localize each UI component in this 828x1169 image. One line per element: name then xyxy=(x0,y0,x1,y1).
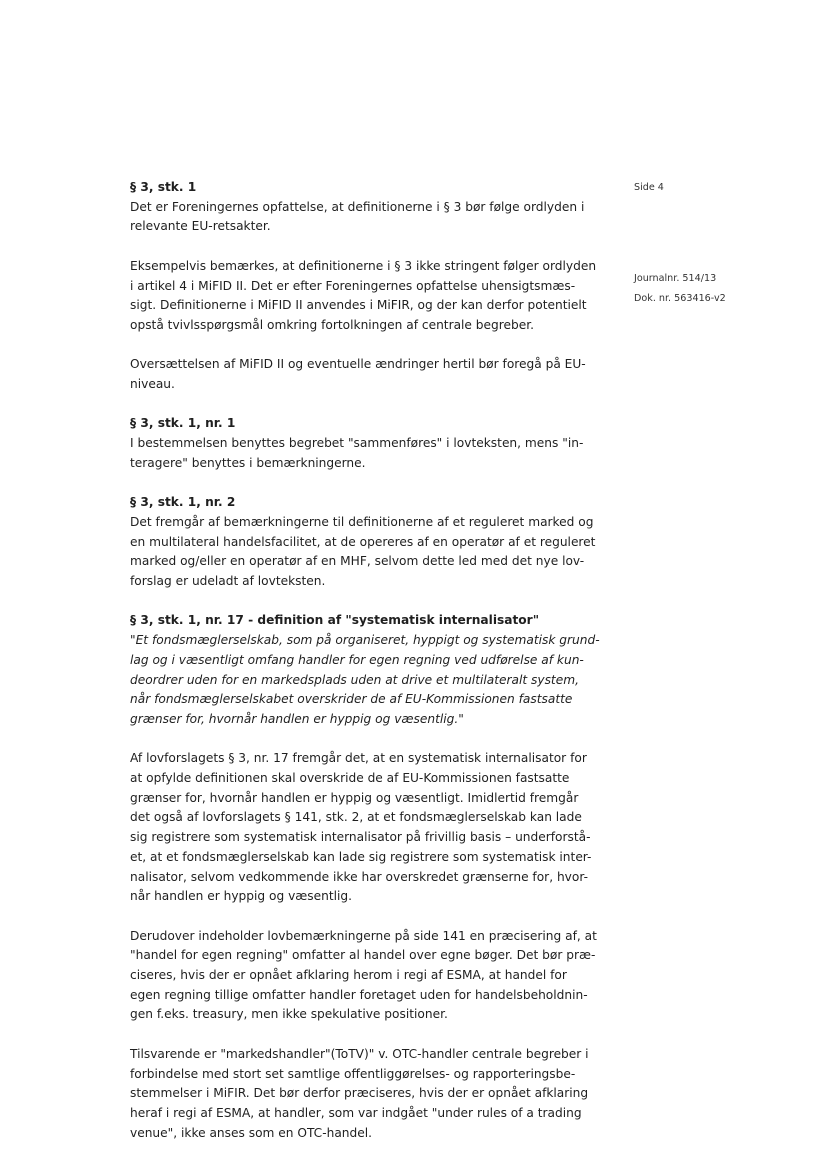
quote-line: lag og i væsentligt omfang handler for egen regning ved udførelse af kun- xyxy=(130,652,584,667)
text-line: teragere" benyttes i bemærkningerne. xyxy=(130,455,366,470)
text-line: det også af lovforslagets § 141, stk. 2, at et fondsmæglerselskab kan lade xyxy=(130,810,582,825)
text-line: I bestemmelsen benyttes begrebet "sammenføres" i lovteksten, mens "in- xyxy=(130,436,584,451)
text-line: Det er Foreningernes opfattelse, at definitionerne i § 3 bør følge ordlyden i xyxy=(130,199,585,214)
text-line: venue", ikke anses som en OTC-handel. xyxy=(130,1125,373,1140)
text-line: heraf i regi af ESMA, at handler, som var indgået "under rules of a trading xyxy=(130,1105,582,1120)
text-line: sigt. Definitionerne i MiFID II anvendes i MiFIR, og der kan derfor potentielt xyxy=(130,298,587,313)
text-line: Oversættelsen af MiFID II og eventuelle ændringer hertil bør foregå på EU- xyxy=(130,357,586,372)
text-line: i artikel 4 i MiFID II. Det er efter Foreningernes opfattelse uhensigtsmæs- xyxy=(130,278,576,293)
section-heading: § 3, stk. 1 xyxy=(130,180,197,194)
text-line: forbindelse med stort set samtlige offentliggørelses- og rapporteringsbe- xyxy=(130,1066,576,1081)
text-line: når handlen er hyppig og væsentlig. xyxy=(130,889,352,904)
quote-line: "Et fondsmæglerselskab, som på organiseret, hyppigt og systematisk grund- xyxy=(130,633,600,648)
text-line: relevante EU-retsakter. xyxy=(130,219,271,234)
text-line: egen regning tillige omfatter handler foretaget uden for handelsbeholdnin- xyxy=(130,987,588,1002)
quote-line: deordrer uden for en markedsplads uden at drive et multilateralt system, xyxy=(130,672,579,687)
text-line: Det fremgår af bemærkningerne til definitionerne af et reguleret marked og xyxy=(130,514,594,529)
section-heading: § 3, stk. 1, nr. 17 - definition af "systematisk internalisator" xyxy=(130,613,540,628)
document-number: Dok. nr. 563416-v2 xyxy=(634,293,726,304)
text-line: marked og/eller en operatør af en MHF, selvom dette led med det nye lov- xyxy=(130,554,585,569)
text-line: gen f.eks. treasury, men ikke spekulative positioner. xyxy=(130,1007,448,1022)
text-line: et, at et fondsmæglerselskab kan lade sig registrere som systematisk inter- xyxy=(130,849,592,864)
journal-number: Journalnr. 514/13 xyxy=(634,273,717,284)
page-number: Side 4 xyxy=(634,182,664,193)
text-line: at opfylde definitionen skal overskride de af EU-Kommissionen fastsatte xyxy=(130,771,570,785)
text-line: nalisator, selvom vedkommende ikke har overskredet grænserne for, hvor- xyxy=(130,869,588,884)
section-heading: § 3, stk. 1, nr. 2 xyxy=(130,495,236,510)
text-line: forslag er udeladt af lovteksten. xyxy=(130,574,326,588)
section-heading: § 3, stk. 1, nr. 1 xyxy=(130,416,236,431)
text-line: Af lovforslagets § 3, nr. 17 fremgår det, at en systematisk internalisator for xyxy=(130,751,587,766)
text-line: ciseres, hvis der er opnået afklaring herom i regi af ESMA, at handel for xyxy=(130,968,567,983)
text-line: Derudover indeholder lovbemærkningerne på side 141 en præcisering af, at xyxy=(130,928,597,943)
text-line: Eksempelvis bemærkes, at definitionerne i § 3 ikke stringent følger ordlyden xyxy=(130,258,597,273)
text-line: "handel for egen regning" omfatter al handel over egne bøger. Det bør præ- xyxy=(130,948,596,963)
text-line: grænser for, hvornår handlen er hyppig og væsentligt. Imidlertid fremgår xyxy=(130,790,579,805)
text-line: stemmelser i MiFIR. Det bør derfor præciseres, hvis der er opnået afklaring xyxy=(130,1086,589,1101)
text-line: niveau. xyxy=(130,377,175,391)
text-line: opstå tvivlsspørgsmål omkring fortolkningen af centrale begreber. xyxy=(130,317,535,332)
quote-line: når fondsmæglerselskabet overskrider de af EU-Kommissionen fastsatte xyxy=(130,692,573,707)
text-line: sig registrere som systematisk internalisator på frivillig basis – underforstå- xyxy=(130,830,591,845)
quote-line: grænser for, hvornår handlen er hyppig og væsentlig." xyxy=(130,711,464,726)
text-line: Tilsvarende er "markedshandler"(ToTV)" v. OTC-handler centrale begreber i xyxy=(130,1046,589,1061)
main-text xyxy=(130,178,600,1143)
text-line: en multilateral handelsfacilitet, at de opereres af en operatør af et reguleret xyxy=(130,534,596,549)
